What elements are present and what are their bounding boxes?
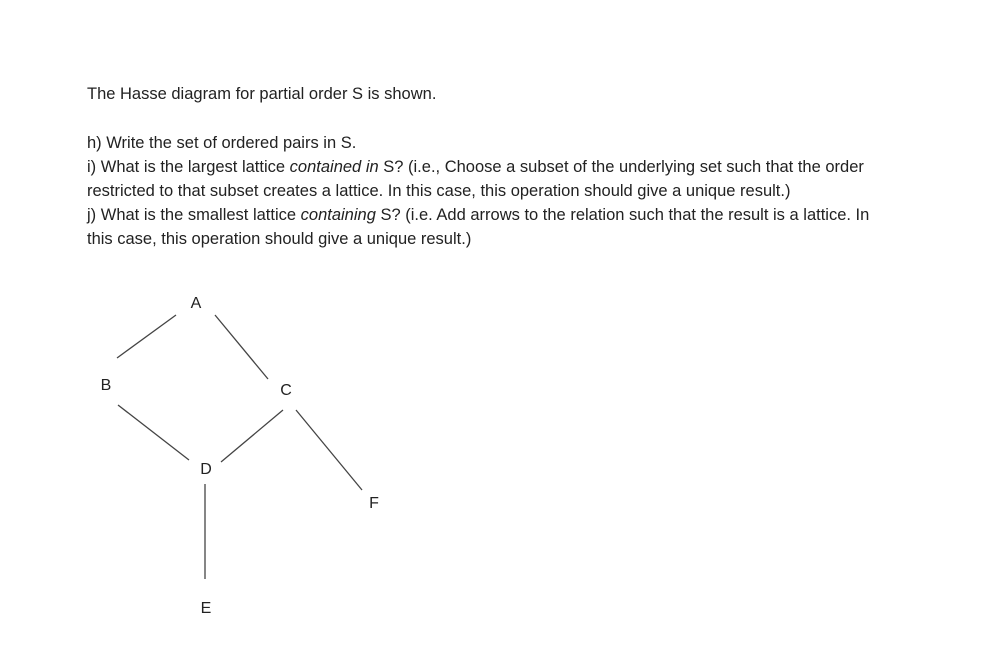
node-c: C: [280, 382, 292, 399]
question-i-emphasis: contained in: [289, 158, 379, 176]
node-d: D: [200, 461, 212, 478]
node-e: E: [200, 600, 212, 617]
question-j-emphasis: containing: [300, 206, 376, 224]
question-i-before: i) What is the largest lattice: [87, 158, 290, 176]
edge-c-d: [221, 410, 283, 462]
edge-a-c: [215, 315, 268, 379]
edge-c-f: [296, 410, 362, 490]
question-h: h) Write the set of ordered pairs in S.: [87, 134, 357, 152]
node-f: F: [369, 495, 379, 512]
question-j-before: j) What is the smallest lattice: [87, 206, 301, 224]
edge-a-b: [117, 315, 176, 358]
question-j-after: S? (i.e. Add arrows to the relation such that the result is a lattice. In this case, this operation should give a unique result.): [87, 206, 870, 248]
node-a: A: [190, 295, 202, 312]
intro-text: The Hasse diagram for partial order S is shown.: [87, 85, 437, 103]
node-b: B: [100, 377, 112, 394]
question-i-after: S? (i.e., Choose a subset of the underlying set such that the order restricted to that subset creates a lattice. In this case, this operation should give a unique result.): [87, 158, 864, 200]
edge-b-d: [118, 405, 189, 460]
